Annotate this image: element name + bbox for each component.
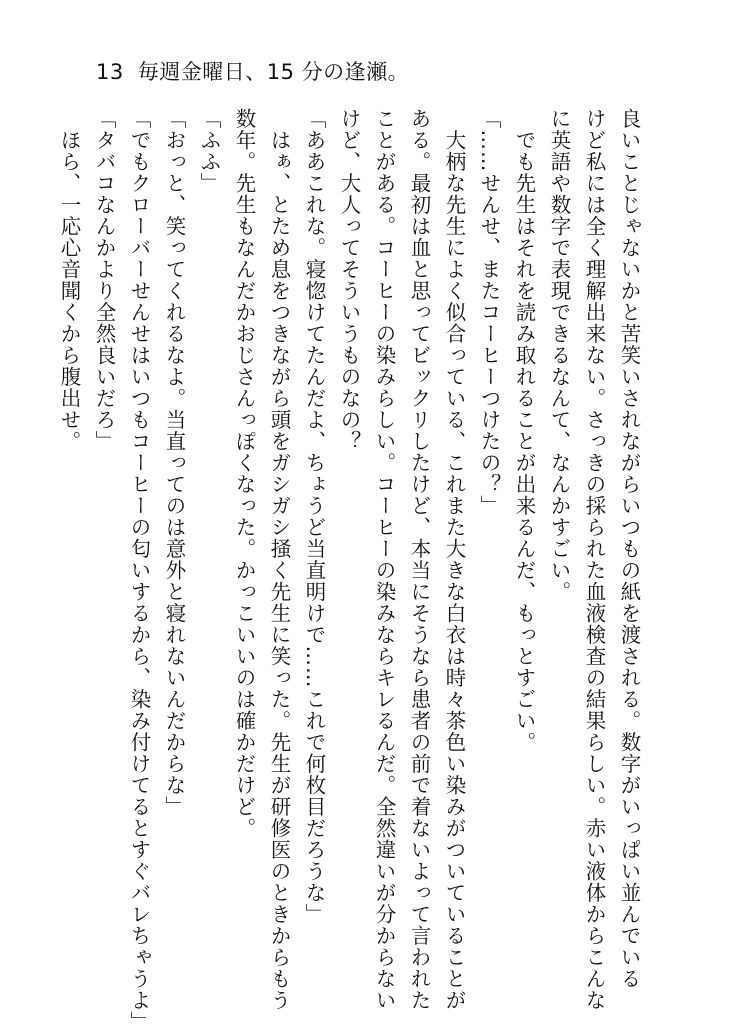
text-line: でも先生はそれを読み取れることが出来るんだ、もっとすごい。 [512, 108, 536, 753]
page-number: 13 [96, 60, 124, 84]
text-line: ほら、一応心音聞くから腹出せ。 [57, 108, 81, 452]
page-header [96, 58, 409, 86]
text-line: 「でもクローバーせんせはいつもコーヒーの匂いするから、染み付けてるとすぐバレちゃうよ」 [127, 108, 151, 1033]
text-line: 良いことじゃないかと苦笑いされながらいつもの紙を渡される。数字がいっぱい並んでいる [617, 108, 641, 990]
text-line: ある。最初は血と思ってビックリしたけど、本当にそうなら患者の前で着ないよって言われた [407, 108, 431, 1011]
text-line: に英語や数字で表現できるなんて、なんかすごい。 [547, 108, 571, 603]
vertical-body-text [51, 108, 646, 1033]
text-line: はぁ、とため息をつきながら頭をガシガシ掻く先生に笑った。先生が研修医のときからもう [267, 108, 291, 1011]
text-line: 「ふふ」 [197, 108, 221, 194]
text-line: けど私には全く理解出来ない。さっきの採られた血液検査の結果らしい。赤い液体からこんな [582, 108, 606, 1011]
text-line: けど、大人ってそういうものなの？ [337, 108, 361, 452]
text-line: 数年。先生もなんだかおじさんっぽくなった。かっこいいのは確かだけど。 [232, 108, 256, 839]
chapter-title: 毎週金曜日、15 分の逢瀬。 [137, 60, 410, 84]
text-line: 「おっと、笑ってくれるなよ。当直ってのは意外と寝れないんだからな」 [162, 108, 186, 818]
text-line: 「……せんせ、またコーヒーつけたの？」 [477, 108, 501, 517]
text-line: ことがある。コーヒーの染みらしい。コーヒーの染みならキレるんだ。全然違いが分からない [372, 108, 396, 1011]
text-line: 大柄な先生によく似合っている、これまた大きな白衣は時々茶色い染みがついていることが [442, 108, 466, 1011]
text-line: 「ああこれな。寝惚けてたんだよ、ちょうど当直明けで……これで何枚目だろうな」 [302, 108, 326, 925]
text-line: 「タバコなんかより全然良いだろ」 [92, 108, 116, 452]
